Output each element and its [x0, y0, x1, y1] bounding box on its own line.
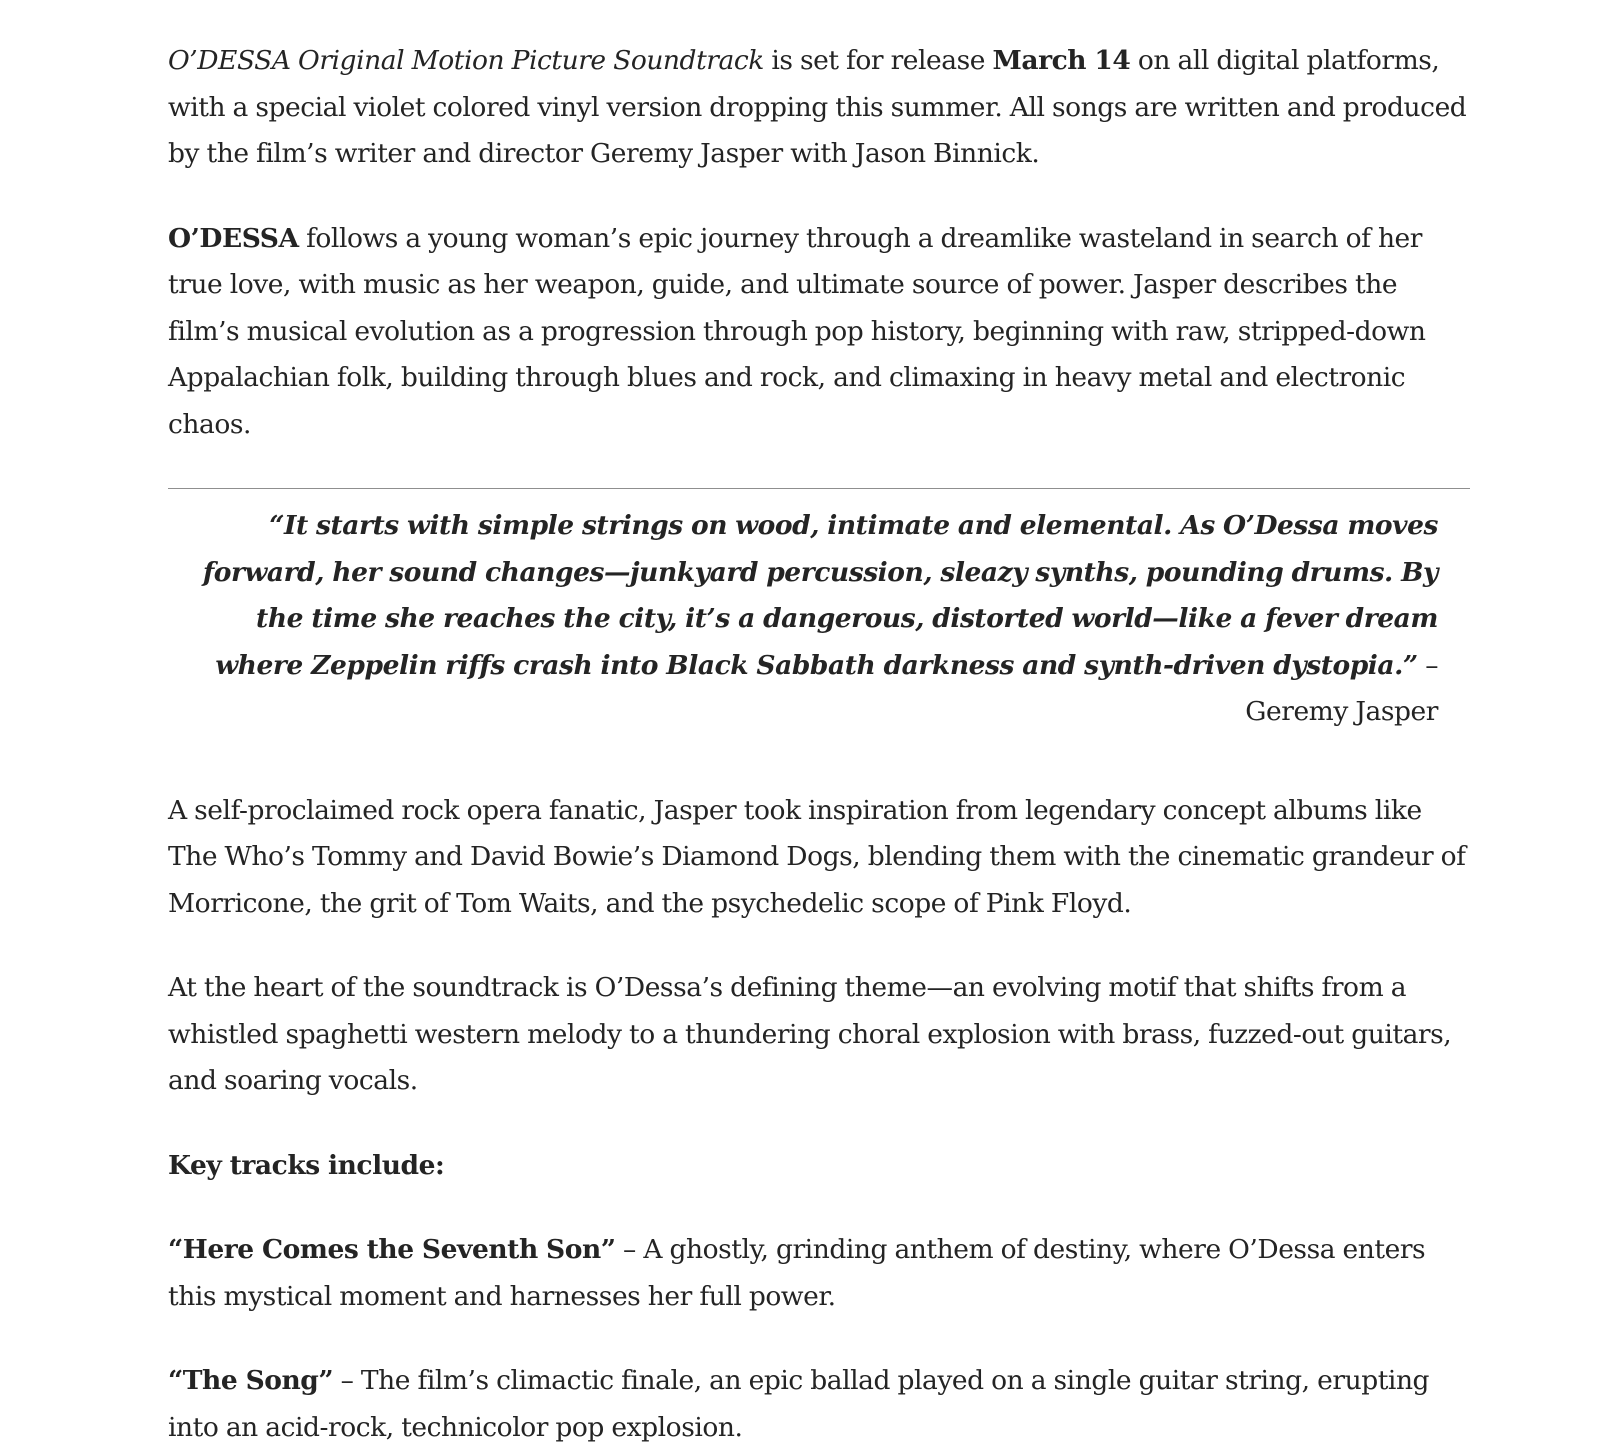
divider [168, 488, 1470, 489]
intro-text-b: on all digital platforms, with a special violet colored vinyl version dropping this summer. All songs are written and produced by the film’s writer and director Geremy Jasper with Jason Binnick. [168, 45, 1467, 169]
synopsis-paragraph [168, 216, 1468, 449]
release-date: March 14 [992, 45, 1131, 76]
track-item [168, 1358, 1468, 1451]
track-title: “Here Comes the Seventh Son” [168, 1234, 616, 1265]
soundtrack-title: O’DESSA Original Motion Picture Soundtrack [168, 45, 764, 76]
pull-quote-attribution: – Geremy Jasper [1245, 649, 1438, 727]
synopsis-text: follows a young woman’s epic journey through a dreamlike wasteland in search of her true love, with music as her weapon, guide, and ultimate source of power. Jasper describes the film’s musical evolution as a progression through pop history, beginning with raw, stripped-down Appalachian folk, building through blues and rock, and climaxing in heavy metal and electronic chaos. [168, 222, 1426, 440]
pull-quote-text: “It starts with simple strings on wood, intimate and elemental. As O’Dessa moves forward, her sound changes—junkyard percussion, sleazy synths, pounding drums. By the time she reaches the city, it’s a dangerous, distorted world—like a fever dream where Zeppelin riffs crash into Black Sabbath darkness and synth-driven dystopia.” [202, 510, 1438, 681]
pull-quote [168, 503, 1438, 736]
intro-paragraph [168, 38, 1468, 178]
article-body [168, 38, 1468, 1451]
intro-text-a: is set for release [763, 45, 993, 76]
key-tracks-heading [168, 1143, 1468, 1190]
film-name: O’DESSA [168, 222, 299, 254]
key-tracks-heading-text: Key tracks include: [168, 1149, 445, 1181]
track-item [168, 1227, 1468, 1320]
track-title: “The Song” [168, 1365, 334, 1396]
track-description: – The film’s climactic finale, an epic ballad played on a single guitar string, erupting into an acid-rock, technicolor pop explosion. [168, 1365, 1430, 1443]
influences-paragraph: A self-proclaimed rock opera fanatic, Jasper took inspiration from legendary concept albums like The Who’s Tommy and David Bowie’s Diamond Dogs, blending them with the cinematic grandeur of Morricone, the grit of Tom Waits, and the psychedelic scope of Pink Floyd. [168, 794, 1466, 919]
track-description: – A ghostly, grinding anthem of destiny, where O’Dessa enters this mystical moment and harnesses her full power. [168, 1234, 1426, 1312]
theme-paragraph: At the heart of the soundtrack is O’Dessa’s defining theme—an evolving motif that shifts from a whistled spaghetti western melody to a thundering choral explosion with brass, fuzzed-out guitars, and soaring vocals. [168, 972, 1452, 1096]
